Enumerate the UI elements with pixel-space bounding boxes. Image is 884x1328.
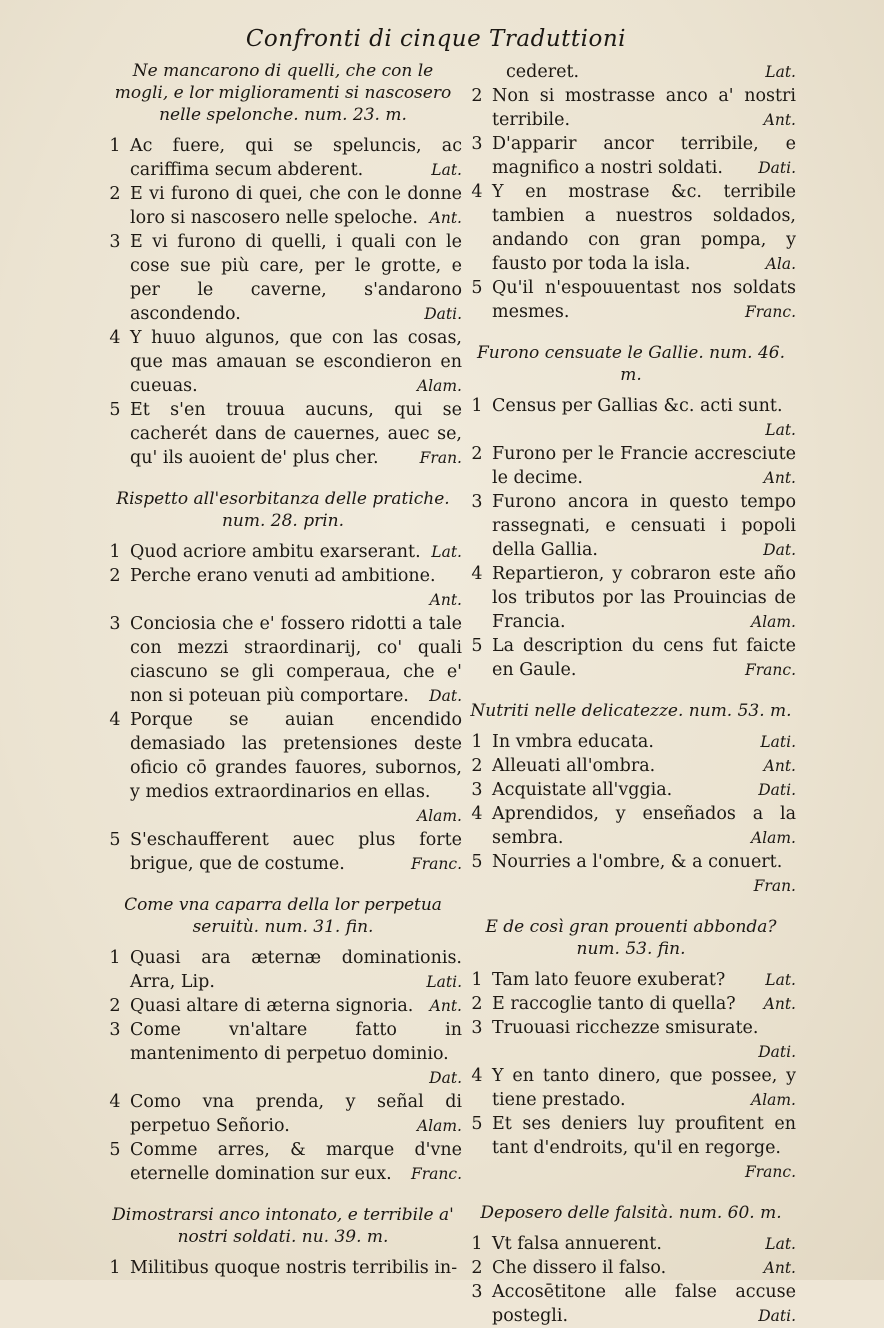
translation-entry — [466, 850, 796, 898]
entry-text-block — [130, 540, 462, 564]
source-abbrev: Franc. — [411, 1165, 462, 1183]
entry-number: 4 — [109, 710, 121, 730]
translation-entry — [466, 634, 796, 682]
comparison-section — [466, 342, 796, 682]
comparison-section — [104, 1204, 462, 1280]
comparison-section — [466, 700, 796, 898]
entry-text-block — [492, 490, 796, 562]
source-abbrev: Alam. — [750, 829, 796, 847]
entry-text-block — [130, 326, 462, 398]
translation-entry — [466, 180, 796, 276]
entry-text-block — [492, 1280, 796, 1328]
entry-number: 1 — [109, 948, 121, 968]
entry-text-block — [492, 1232, 796, 1256]
section-gap — [466, 898, 796, 916]
comparison-section — [104, 488, 462, 876]
running-header: Confronti di cinque Traduttioni — [245, 26, 626, 52]
translation-entry — [466, 1256, 796, 1280]
entry-number: 2 — [471, 756, 483, 776]
source-abbrev: Ant. — [429, 997, 462, 1015]
entry-text: Qu'il n'espouuentast nos soldats mesmes. — [492, 278, 796, 322]
source-abbrev: Dat. — [429, 687, 462, 705]
left-column — [104, 60, 462, 1280]
section-heading: Nutriti nelle delicatezze. num. 53. m. — [470, 701, 792, 721]
entry-text: Porque se auian encendido demasiado las pretensiones deste oficio cō grandes fauores, subornos, y medios extraordinarios en ellas. — [130, 710, 462, 802]
entry-text: Nourries a l'ombre, & a conuert. — [492, 852, 783, 872]
entry-text: Aprendidos, y enseñados a la sembra. — [492, 804, 796, 848]
entry-text: Che dissero il falso. — [492, 1258, 667, 1278]
entry-text: Census per Gallias &c. acti sunt. — [492, 396, 783, 416]
source-abbrev: Franc. — [745, 1163, 796, 1181]
entry-text-block — [492, 394, 796, 442]
source-abbrev: Dati. — [758, 1043, 796, 1061]
entry-number: 2 — [109, 996, 121, 1016]
translation-entry — [104, 398, 462, 470]
translation-entry — [466, 562, 796, 634]
continuation-line — [466, 60, 796, 84]
source-abbrev: Fran. — [753, 877, 796, 895]
section-gap — [104, 470, 462, 488]
source-abbrev: Lat. — [765, 63, 796, 81]
translation-entry — [104, 1018, 462, 1090]
section-heading: Ne mancarono di quelli, che con le mogli, e lor miglioramenti si nascosero nelle spelonche. num. 23. m. — [114, 61, 452, 125]
source-abbrev: Ant. — [429, 209, 462, 227]
entry-text: Comme arres, & marque d'vne eternelle domination sur eux. — [130, 1140, 462, 1184]
entry-text: Furono ancora in questo tempo rassegnati, e censuati i popoli della Gallia. — [492, 492, 796, 560]
comparison-section — [466, 1202, 796, 1328]
translation-entry — [466, 778, 796, 802]
entry-text-block — [492, 850, 796, 898]
translation-entry — [104, 134, 462, 182]
translation-entry — [104, 540, 462, 564]
entry-text: Quasi altare di æterna signoria. — [130, 996, 414, 1016]
source-abbrev: Lat. — [765, 971, 796, 989]
section-gap — [104, 1186, 462, 1204]
translation-entry — [466, 1280, 796, 1328]
entry-text: E vi furono di quelli, i quali con le cose sue più care, per le grotte, e per le caverne, s'andarono ascondendo. — [130, 232, 462, 324]
source-abbrev: Alam. — [750, 613, 796, 631]
source-abbrev: Dati. — [424, 305, 462, 323]
entry-number: 3 — [109, 1020, 121, 1040]
entry-text-block — [492, 1112, 796, 1184]
entry-number: 5 — [471, 852, 483, 872]
entry-text-block — [492, 754, 796, 778]
entry-text-block — [492, 730, 796, 754]
entry-number: 3 — [109, 232, 121, 252]
entry-number: 4 — [471, 804, 483, 824]
comparison-section — [104, 894, 462, 1186]
entry-text: Tam lato feuore exuberat? — [492, 970, 726, 990]
source-abbrev: Alam. — [416, 807, 462, 825]
entry-text: Y en mostrase &c. terribile tambien a nuestros soldados, andando con gran pompa, y fausto por toda la isla. — [492, 182, 796, 274]
translation-entry — [104, 1090, 462, 1138]
entry-text-block — [130, 946, 462, 994]
entry-text-block — [130, 1018, 462, 1090]
entry-number: 2 — [109, 566, 121, 586]
source-abbrev: Lati. — [760, 733, 796, 751]
entry-text-block — [492, 778, 796, 802]
entry-text: In vmbra educata. — [492, 732, 654, 752]
source-abbrev: Fran. — [419, 449, 462, 467]
source-abbrev: Lat. — [765, 421, 796, 439]
source-abbrev: Dati. — [758, 159, 796, 177]
right-column — [466, 60, 796, 1328]
entry-number: 4 — [109, 1092, 121, 1112]
entry-number: 2 — [471, 444, 483, 464]
entry-text-block — [130, 230, 462, 326]
entry-text-block — [492, 634, 796, 682]
section-heading: Come vna caparra della lor perpetua seruitù. num. 31. fin. — [124, 895, 442, 937]
section-heading: Dimostrarsi anco intonato, e terribile a' nostri soldati. nu. 39. m. — [112, 1205, 454, 1247]
source-abbrev: Ant. — [763, 1259, 796, 1277]
translation-entry — [466, 754, 796, 778]
comparison-section — [104, 60, 462, 470]
entry-text-block — [130, 828, 462, 876]
translation-entry — [104, 612, 462, 708]
entry-text-block — [492, 1064, 796, 1112]
entry-text: Militibus quoque nostris terribilis in- — [130, 1258, 458, 1278]
translation-entry — [466, 1112, 796, 1184]
entry-number: 2 — [471, 994, 483, 1014]
source-abbrev: Alam. — [750, 1091, 796, 1109]
entry-number: 3 — [471, 780, 483, 800]
translation-entry — [466, 442, 796, 490]
section-heading: Deposero delle falsità. num. 60. m. — [480, 1203, 782, 1223]
entry-text-block — [492, 1016, 796, 1064]
source-abbrev: Franc. — [745, 303, 796, 321]
entry-text: Acquistate all'vggia. — [492, 780, 673, 800]
translation-entry — [466, 802, 796, 850]
entry-text-block — [130, 564, 462, 612]
entry-text: E vi furono di quei, che con le donne loro si nascosero nelle speloche. — [130, 184, 462, 228]
source-abbrev: Lat. — [431, 543, 462, 561]
source-abbrev: Ant. — [763, 469, 796, 487]
translation-entry — [104, 230, 462, 326]
translation-entry — [104, 326, 462, 398]
entry-text-block — [492, 1256, 796, 1280]
entry-text-block — [492, 276, 796, 324]
entry-number: 1 — [471, 732, 483, 752]
entry-text: Y huuo algunos, que con las cosas, que mas amauan se escondieron en cueuas. — [130, 328, 462, 396]
source-abbrev: Lat. — [765, 1235, 796, 1253]
source-abbrev: Alam. — [416, 377, 462, 395]
entry-text: Quasi ara æternæ dominationis. Arra, Lip. — [130, 948, 462, 992]
entry-text-block — [130, 134, 462, 182]
source-abbrev: Franc. — [745, 661, 796, 679]
section-gap — [466, 682, 796, 700]
entry-text: Furono per le Francie accresciute le decime. — [492, 444, 796, 488]
translation-entry — [466, 1016, 796, 1064]
entry-number: 4 — [471, 564, 483, 584]
entry-number: 4 — [471, 182, 483, 202]
source-abbrev: Dati. — [758, 781, 796, 799]
entry-number: 3 — [471, 1018, 483, 1038]
entry-text: Y en tanto dinero, que possee, y tiene prestado. — [492, 1066, 796, 1110]
section-heading: Furono censuate le Gallie. num. 46. m. — [477, 343, 785, 385]
source-abbrev: Ala. — [765, 255, 796, 273]
entry-text: Conciosia che e' fossero ridotti a tale con mezzi straordinarij, co' quali ciascuno se gli comperaua, che e' non si poteuan più comportare. — [130, 614, 462, 706]
entry-number: 2 — [471, 1258, 483, 1278]
entry-text-block — [492, 562, 796, 634]
entry-number: 1 — [471, 970, 483, 990]
entry-text-block — [492, 132, 796, 180]
translation-entry — [466, 1232, 796, 1256]
entry-text-block — [130, 994, 462, 1018]
entry-number: 5 — [109, 1140, 121, 1160]
source-abbrev: Dati. — [758, 1307, 796, 1325]
entry-text: D'apparir ancor terribile, e magnifico a nostri soldati. — [492, 134, 796, 178]
entry-text: Come vn'altare fatto in mantenimento di perpetuo dominio. — [130, 1020, 462, 1064]
section-gap — [466, 324, 796, 342]
translation-entry — [466, 730, 796, 754]
entry-text: Quod acriore ambitu exarserant. — [130, 542, 421, 562]
source-abbrev: Lat. — [431, 161, 462, 179]
entry-text: Vt falsa annuerent. — [492, 1234, 662, 1254]
translation-entry — [104, 994, 462, 1018]
entry-text-block — [492, 180, 796, 276]
continuation-text: cederet. — [506, 62, 580, 82]
entry-text: Et ses deniers luy proufitent en tant d'endroits, qu'il en regorge. — [492, 1114, 796, 1158]
section-gap — [466, 1184, 796, 1202]
translation-entry — [466, 1064, 796, 1112]
entry-text-block — [492, 84, 796, 132]
entry-number: 3 — [471, 492, 483, 512]
entry-number: 5 — [471, 1114, 483, 1134]
source-abbrev: Franc. — [411, 855, 462, 873]
entry-text-block — [130, 1138, 462, 1186]
entry-text-block — [492, 442, 796, 490]
translation-entry — [466, 276, 796, 324]
entry-text-block — [130, 1256, 462, 1280]
entry-number: 1 — [471, 396, 483, 416]
entry-text: Et s'en trouua aucuns, qui se cacherét dans de cauernes, auec se, qu' ils auoient de' plus cher. — [130, 400, 462, 468]
section-heading: Rispetto all'esorbitanza delle pratiche. num. 28. prin. — [116, 489, 450, 531]
translation-entry — [104, 1256, 462, 1280]
source-abbrev: Lati. — [426, 973, 462, 991]
section-gap — [104, 876, 462, 894]
entry-number: 3 — [109, 614, 121, 634]
entry-text: Truouasi ricchezze smisurate. — [492, 1018, 759, 1038]
translation-entry — [104, 946, 462, 994]
entry-text: S'eschaufferent auec plus forte brigue, que de costume. — [130, 830, 462, 874]
entry-number: 3 — [471, 1282, 483, 1302]
translation-entry — [104, 182, 462, 230]
translation-entry — [466, 968, 796, 992]
entry-text-block — [492, 802, 796, 850]
translation-entry — [466, 394, 796, 442]
translation-entry — [466, 490, 796, 562]
translation-entry — [466, 992, 796, 1016]
translation-entry — [104, 564, 462, 612]
entry-text-block — [130, 1090, 462, 1138]
entry-text-block — [130, 708, 462, 828]
entry-number: 5 — [471, 636, 483, 656]
source-abbrev: Ant. — [763, 111, 796, 129]
entry-text: Non si mostrasse anco a' nostri terribile. — [492, 86, 796, 130]
entry-number: 1 — [109, 542, 121, 562]
section-heading: E de così gran prouenti abbonda? num. 53. fin. — [485, 917, 777, 959]
entry-text-block — [130, 182, 462, 230]
entry-text: Como vna prenda, y señal di perpetuo Señorio. — [130, 1092, 462, 1136]
entry-number: 2 — [471, 86, 483, 106]
entry-number: 4 — [471, 1066, 483, 1086]
entry-text: Ac fuere, qui se speluncis, ac cariffima secum abderent. — [130, 136, 462, 180]
translation-entry — [466, 132, 796, 180]
entry-text-block — [492, 968, 796, 992]
source-abbrev: Alam. — [416, 1117, 462, 1135]
translation-entry — [104, 828, 462, 876]
translation-entry — [466, 84, 796, 132]
entry-number: 1 — [109, 136, 121, 156]
entry-text-block — [492, 992, 796, 1016]
translation-entry — [104, 1138, 462, 1186]
entry-number: 1 — [471, 1234, 483, 1254]
source-abbrev: Dat. — [763, 541, 796, 559]
translation-entry — [104, 708, 462, 828]
entry-text: Perche erano venuti ad ambitione. — [130, 566, 436, 586]
entry-text-block — [130, 398, 462, 470]
source-abbrev: Ant. — [763, 995, 796, 1013]
entry-text: Alleuati all'ombra. — [492, 756, 656, 776]
entry-text-block — [130, 612, 462, 708]
entry-text: E raccoglie tanto di quella? — [492, 994, 736, 1014]
entry-text: La description du cens fut faicte en Gaule. — [492, 636, 796, 680]
entry-number: 2 — [109, 184, 121, 204]
entry-number: 5 — [109, 830, 121, 850]
entry-number: 5 — [109, 400, 121, 420]
entry-text: Repartieron, y cobraron este año los tributos por las Prouincias de Francia. — [492, 564, 796, 632]
source-abbrev: Ant. — [429, 591, 462, 609]
entry-number: 5 — [471, 278, 483, 298]
source-abbrev: Ant. — [763, 757, 796, 775]
entry-number: 1 — [109, 1258, 121, 1278]
comparison-section — [466, 916, 796, 1184]
entry-number: 4 — [109, 328, 121, 348]
entry-text: Accosētitone alle false accuse postegli. — [492, 1282, 796, 1326]
source-abbrev: Dat. — [429, 1069, 462, 1087]
entry-number: 3 — [471, 134, 483, 154]
